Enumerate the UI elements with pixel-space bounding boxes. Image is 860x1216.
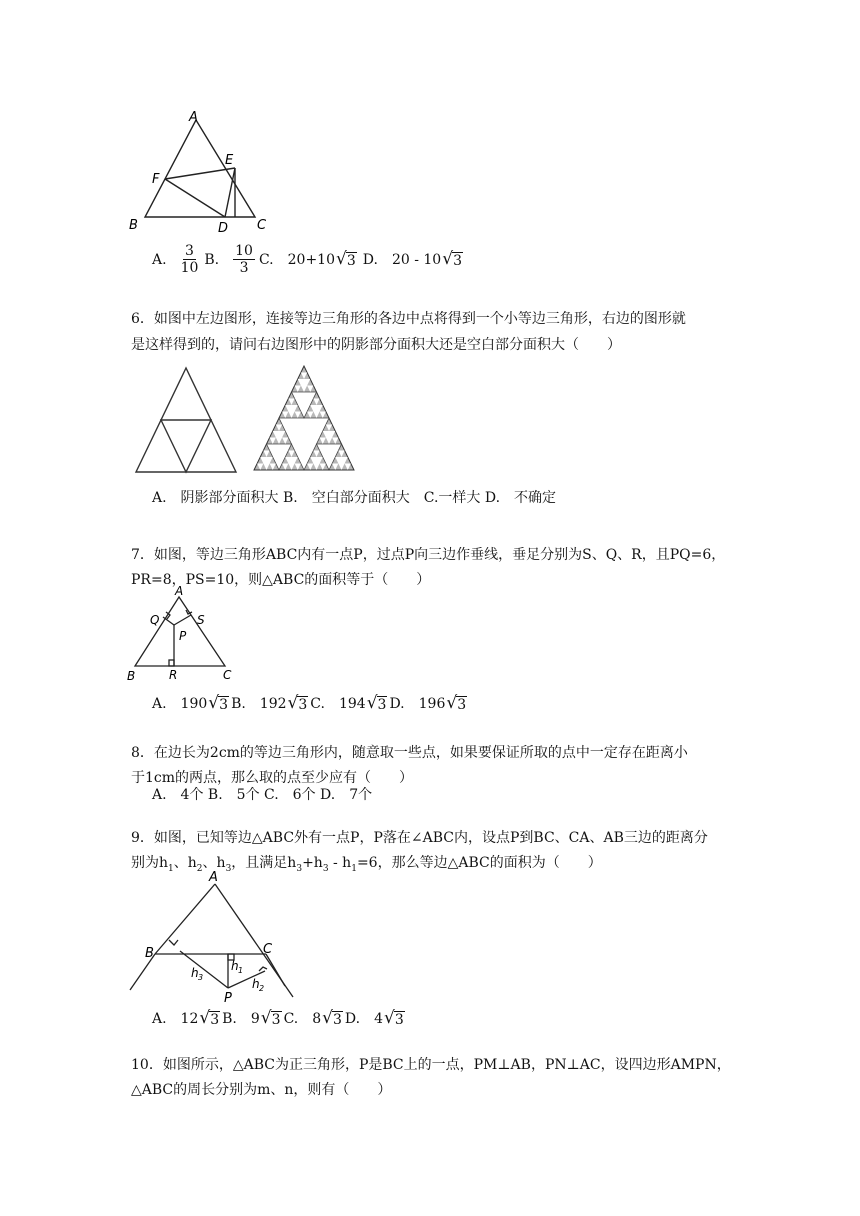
q5-opt-a-letter: A. xyxy=(152,251,167,268)
q5-label-c: C xyxy=(257,218,267,233)
q9-label-p: P xyxy=(224,991,232,1006)
q7-label-r: R xyxy=(169,668,178,682)
q7-label-b: B xyxy=(127,669,136,682)
q6-options: A. 阴影部分面积大 B. 空白部分面积大 C.一样大 D. 不确定 xyxy=(152,490,557,506)
q9-opt-d: D. 4 xyxy=(344,1011,383,1027)
q9-label-h3-sub: 3 xyxy=(198,973,204,982)
q9-figure xyxy=(125,866,300,1006)
q5-opt-c-sqrt: √ 3 xyxy=(336,249,356,269)
q5-figure xyxy=(125,105,285,235)
q9-opt-a: A. 12 xyxy=(152,1011,199,1027)
q5-opt-b-fraction: $\frac{10}{3}$ xyxy=(235,243,253,276)
q5-label-f: F xyxy=(152,172,160,187)
q7-opt-a-sqrt: √ 3 xyxy=(208,692,229,713)
q5-label-b: B xyxy=(129,218,138,233)
q9-label-h1-sub: 1 xyxy=(238,966,244,975)
q10-line-2: △ABC的周长分别为m、n，则有（ ） xyxy=(131,1082,392,1098)
q9-label-b: B xyxy=(145,946,154,961)
q9-opt-b-sqrt: √ 3 xyxy=(260,1007,281,1028)
q5-label-d: D xyxy=(218,221,229,235)
q7-label-s: S xyxy=(197,613,205,627)
q7-opt-b-sqrt: √ 3 xyxy=(287,692,308,713)
q7-line-1: 7．如图，等边三角形ABC内有一点P，过点P向三边作垂线，垂足分别为S、Q、R，且PQ=6， xyxy=(131,547,726,563)
q5-opt-d-letter: D. xyxy=(362,251,378,268)
q5-opt-b-letter: B. xyxy=(204,251,220,268)
q6-sierpinski-figure xyxy=(252,362,356,474)
q7-label-a: A xyxy=(175,584,184,598)
q5-opt-d-sqrt: √ 3 xyxy=(442,249,462,269)
q7-label-q: Q xyxy=(150,613,160,627)
q9-label-h2: h xyxy=(252,977,260,991)
q5-opt-a-fraction: $\frac{3}{10}$ xyxy=(180,243,199,276)
q8-line-1: 8．在边长为2cm的等边三角形内，随意取一些点，如果要保证所取的点中一定存在距离小 xyxy=(131,745,688,761)
q9-line-2: 别为$h_1$、$h_2$、$h_3$，且满足$h_3+h_3 - h_1=6$，那么等边△ABC的面积为（ ） xyxy=(131,855,602,874)
q9-line-1: 9．如图，已知等边△ABC外有一点P，P落在∠ABC内，设点P到BC、CA、AB三边的距离分 xyxy=(131,830,708,846)
q9-opt-c-sqrt: √ 3 xyxy=(322,1007,342,1028)
q9-opt-d-sqrt: √ 3 xyxy=(384,1007,404,1028)
q7-opt-c-sqrt: √ 3 xyxy=(366,692,387,713)
q9-options xyxy=(152,1008,405,1028)
q7-opt-b: B. 192 xyxy=(231,696,287,712)
q9-opt-a-sqrt: √ 3 xyxy=(199,1007,220,1028)
q5-options xyxy=(152,243,463,276)
q8-options: A. 4个 B. 5个 C. 6个 D. 7个 xyxy=(152,787,373,803)
q9-label-h1: h xyxy=(231,959,239,973)
q5-opt-c-value: 20+10 xyxy=(287,251,335,268)
q7-options xyxy=(152,693,467,713)
q10-line-1: 10．如图所示，△ABC为正三角形，P是BC上的一点，PM⊥AB，PN⊥AC，设四边形AMPN， xyxy=(131,1057,731,1073)
q8-line-2: 于1cm的两点，那么取的点至少应有（ ） xyxy=(131,770,414,786)
q7-label-p: P xyxy=(179,629,187,643)
q6-left-figure xyxy=(130,362,242,477)
q5-label-e: E xyxy=(225,153,234,168)
q7-figure xyxy=(125,582,235,682)
q7-opt-a: A. 190 xyxy=(152,696,208,712)
q9-label-h3: h xyxy=(191,966,199,980)
q6-line-2: 是这样得到的，请问右边图形中的阴影部分面积大还是空白部分面积大（ ） xyxy=(131,337,621,353)
q7-opt-d-sqrt: √ 3 xyxy=(446,692,467,713)
q9-opt-c: C. 8 xyxy=(283,1011,322,1027)
q9-label-a: A xyxy=(209,870,218,885)
q5-opt-d-value: 20 - 10 xyxy=(391,251,442,268)
q9-label-c: C xyxy=(263,942,273,957)
q7-opt-d: D. 196 xyxy=(389,696,446,712)
q5-label-a: A xyxy=(189,110,198,125)
q7-opt-c: C. 194 xyxy=(310,696,366,712)
q7-label-c: C xyxy=(223,668,232,682)
q5-opt-c-letter: C. xyxy=(258,251,274,268)
q9-opt-b: B. 9 xyxy=(222,1011,260,1027)
q6-line-1: 6．如图中左边图形，连接等边三角形的各边中点将得到一个小等边三角形，右边的图形就 xyxy=(131,311,686,327)
q7-line-2: PR=8，PS=10，则△ABC的面积等于（ ） xyxy=(131,572,431,588)
q9-label-h2-sub: 2 xyxy=(259,984,265,993)
